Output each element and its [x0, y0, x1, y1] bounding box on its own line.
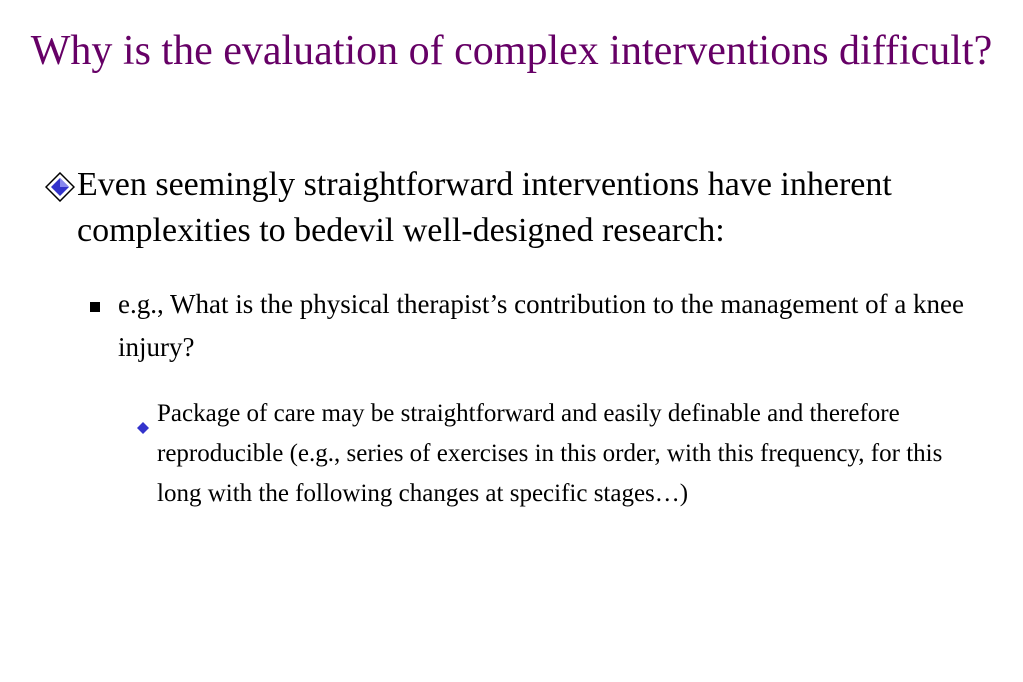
bullet-level-2: [90, 283, 990, 369]
bullet-level-3-text: Package of care may be straightforward and easily definable and therefore reproducible (e.g., series of exercises in this order, with this frequency, for this long with the following changes at specific stages…): [157, 400, 943, 507]
small-diamond-bullet-icon: [137, 407, 149, 419]
bullet-level-1-text: Even seemingly straightforward interventions have inherent complexities to bedevil well-designed research:: [77, 166, 892, 249]
slide-title: Why is the evaluation of complex interventions difficult?: [30, 28, 993, 74]
diamond-bullet-icon: [45, 169, 75, 199]
square-bullet-icon: [90, 302, 100, 312]
bullet-level-1: [45, 162, 1005, 254]
bullet-level-2-text: e.g., What is the physical therapist’s contribution to the management of a knee injury?: [118, 289, 965, 362]
bullet-level-3: [137, 394, 967, 514]
